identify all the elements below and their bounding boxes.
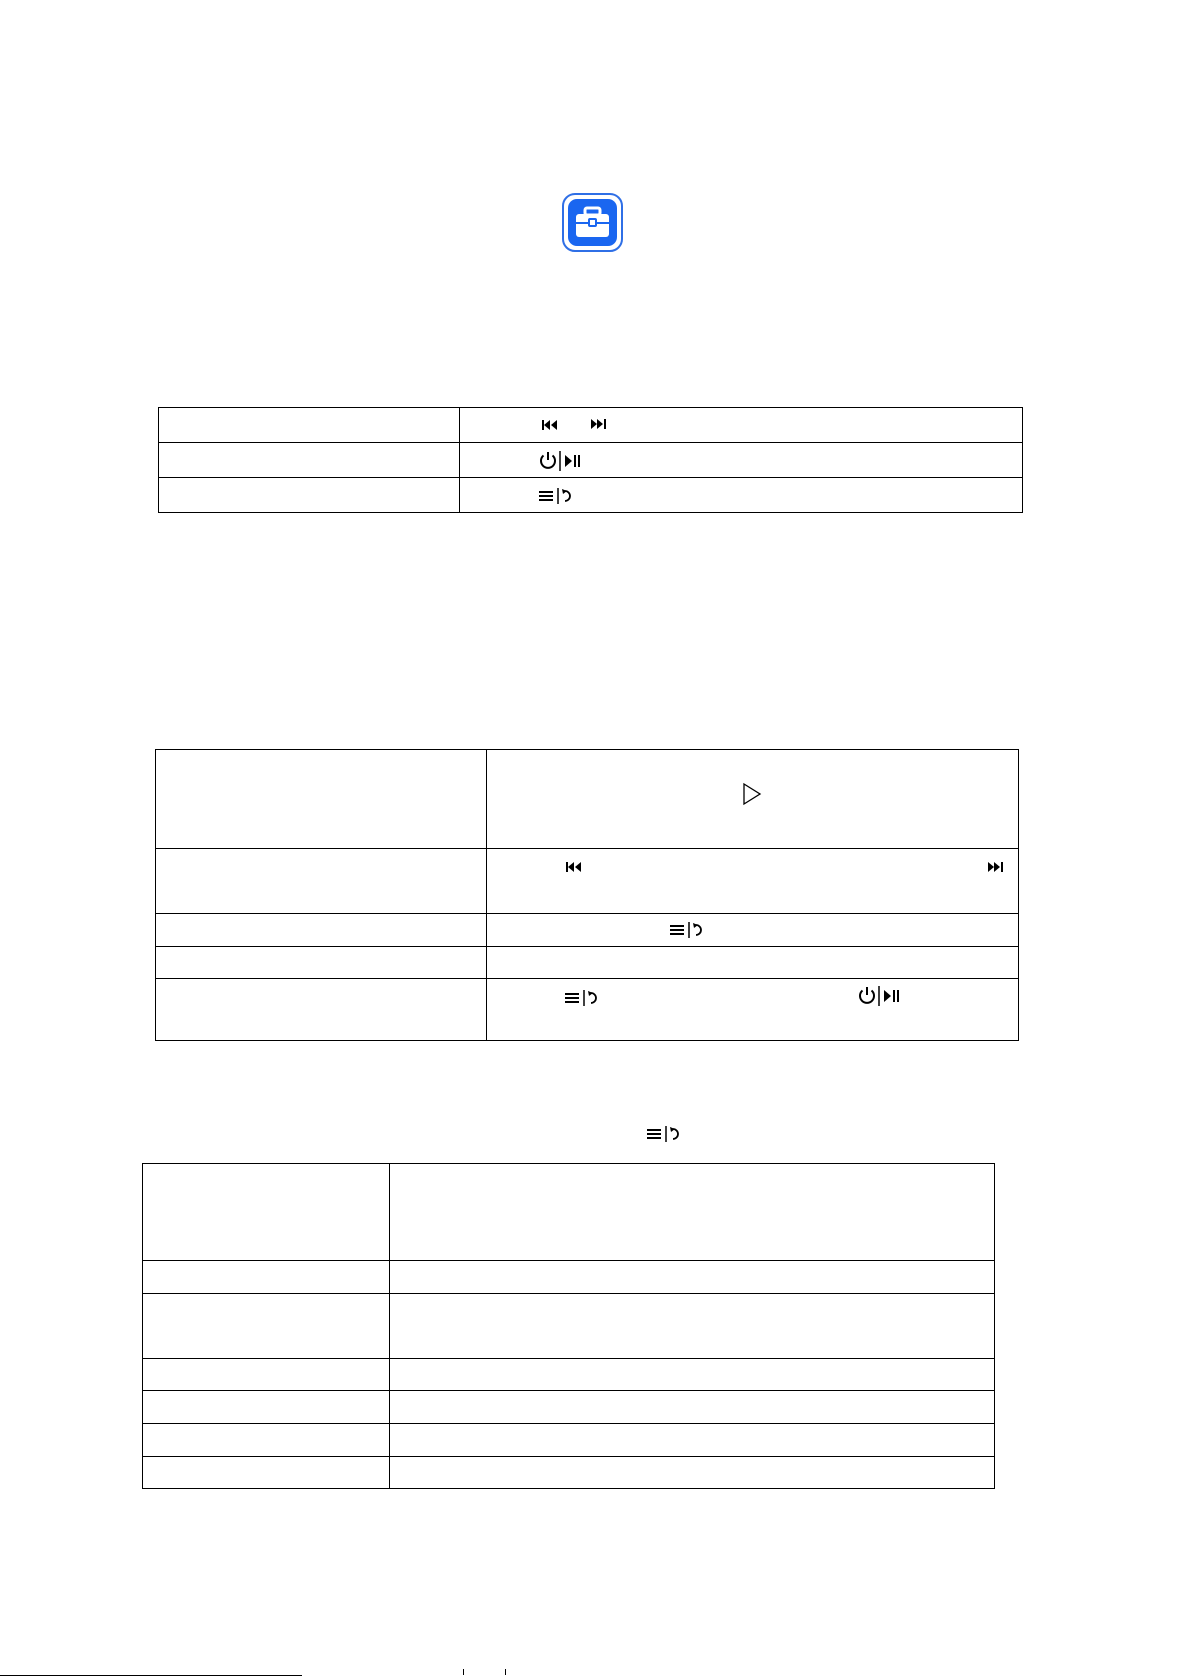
- footnote-rule: [0, 1675, 302, 1676]
- table-cell: [390, 1359, 995, 1391]
- menu-back-icon: [647, 1125, 685, 1148]
- table-cell: [143, 1359, 390, 1391]
- page-mark: [463, 1669, 464, 1675]
- table-cell: [143, 1164, 390, 1261]
- table-cell: [487, 914, 1019, 947]
- table-cell: [487, 979, 1019, 1041]
- table-cell: [460, 408, 1023, 443]
- menu-back-icon: [565, 989, 603, 1007]
- table-cell: [487, 750, 1019, 849]
- table-cell: [390, 1424, 995, 1457]
- table-cell: [390, 1261, 995, 1294]
- skip-forward-icon: [988, 861, 1004, 873]
- table-cell: [143, 1294, 390, 1359]
- page-mark: [505, 1669, 506, 1675]
- play-outline-icon: [742, 782, 762, 806]
- table-cell: [487, 849, 1019, 914]
- table-cell: [143, 1391, 390, 1424]
- table-cell: [143, 1424, 390, 1457]
- table-cell: [159, 443, 460, 478]
- table-cell: [156, 914, 487, 947]
- table-cell: [460, 443, 1023, 478]
- table-cell: [156, 947, 487, 979]
- toolbox-icon: [562, 193, 623, 252]
- skip-back-icon: [566, 861, 582, 873]
- table-cell: [487, 947, 1019, 979]
- power-play-pause-icon: [538, 450, 582, 472]
- table-cell: [156, 750, 487, 849]
- table-cell: [156, 849, 487, 914]
- controls-table-2: [155, 749, 1019, 1041]
- table-cell: [460, 478, 1023, 513]
- table-cell: [390, 1294, 995, 1359]
- table-cell: [156, 979, 487, 1041]
- power-play-pause-icon: [857, 985, 901, 1007]
- table-cell: [143, 1457, 390, 1489]
- controls-table-3: [142, 1163, 995, 1489]
- menu-back-icon: [670, 921, 708, 939]
- controls-table-1: [158, 407, 1023, 513]
- skip-back-icon: [542, 419, 558, 431]
- table-cell: [143, 1261, 390, 1294]
- table-cell: [390, 1391, 995, 1424]
- menu-back-icon: [539, 487, 577, 505]
- table-cell: [390, 1164, 995, 1261]
- table-cell: [390, 1457, 995, 1489]
- table-cell: [159, 408, 460, 443]
- table-cell: [159, 478, 460, 513]
- skip-forward-icon: [591, 418, 607, 430]
